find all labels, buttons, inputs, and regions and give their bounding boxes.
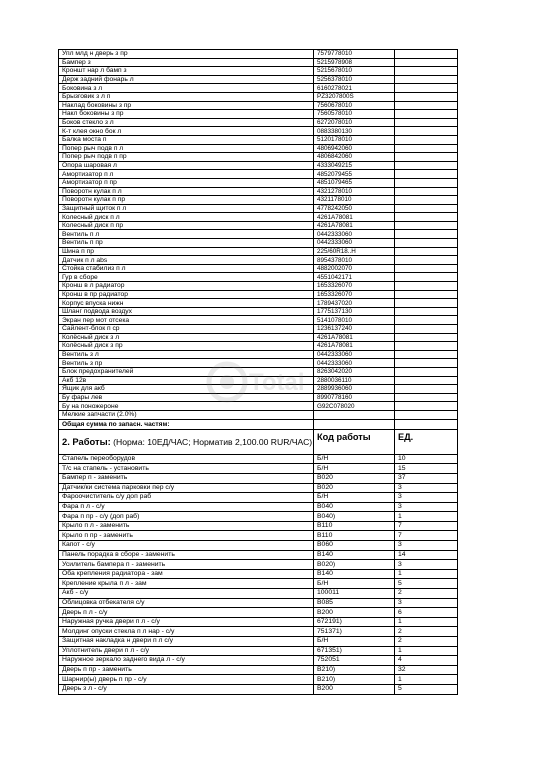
part-code-cell: 4851079465 (314, 178, 395, 187)
part-qty-cell (395, 410, 458, 419)
work-row (59, 483, 458, 493)
works-header-row (59, 429, 458, 454)
work-code-cell: B040) (314, 512, 395, 522)
work-code-cell: 752051 (314, 656, 395, 666)
work-name-cell: Шарнир(ы) дверь п пр - с/у (59, 675, 314, 685)
part-code-cell: 5215978908 (314, 58, 395, 67)
part-name-cell: Корпус впуска нижн (59, 299, 314, 308)
part-row (59, 58, 458, 67)
works-title: 2. Работы: (62, 435, 111, 447)
work-row (59, 598, 458, 608)
part-row (59, 256, 458, 265)
part-code-cell: PZ3207800S (314, 92, 395, 101)
part-row (59, 135, 458, 144)
work-code-cell: 751371) (314, 627, 395, 637)
part-code-cell: 0883380130 (314, 127, 395, 136)
work-name-cell: Капот - с/у (59, 541, 314, 551)
part-qty-cell (395, 127, 458, 136)
part-qty-cell (395, 264, 458, 273)
work-qty-cell: 3 (395, 598, 458, 608)
part-row (59, 273, 458, 282)
work-qty-cell: 1 (395, 617, 458, 627)
work-name-cell: Панель порадка в сборе - заменить (59, 550, 314, 560)
part-name-cell: Ящик для акб (59, 385, 314, 394)
part-qty-cell (395, 118, 458, 127)
work-name-cell: Дверь п пр - заменить (59, 665, 314, 675)
work-name-cell: Уплотнитель двери п л - с/у (59, 646, 314, 656)
part-row (59, 247, 458, 256)
part-qty-cell (395, 84, 458, 93)
part-code-cell: G92C078020 (314, 402, 395, 411)
part-code-cell: 7560678010 (314, 101, 395, 110)
part-qty-cell (395, 178, 458, 187)
work-name-cell: Облицовка отбекателя с/у (59, 598, 314, 608)
part-code-cell: 8990778160 (314, 393, 395, 402)
work-name-cell: Наружная ручка двери п л - с/у (59, 617, 314, 627)
part-qty-cell (395, 367, 458, 376)
part-name-cell: Кроншт нар л бамп з (59, 67, 314, 76)
part-qty-cell (395, 325, 458, 334)
part-code-cell: 5120178010 (314, 135, 395, 144)
work-name-cell: Крепление крыла п л - зам (59, 579, 314, 589)
work-row (59, 675, 458, 685)
part-qty-cell (395, 316, 458, 325)
work-name-cell: Фара п пр - с/у (доп раб) (59, 512, 314, 522)
work-code-cell: B140 (314, 569, 395, 579)
part-qty-cell (395, 110, 458, 119)
part-code-cell: 4806942060 (314, 144, 395, 153)
work-row (59, 627, 458, 637)
work-row (59, 550, 458, 560)
part-code-cell: 225/60R18..H (314, 247, 395, 256)
part-code-cell: 2889936060 (314, 385, 395, 394)
part-row (59, 204, 458, 213)
work-row (59, 502, 458, 512)
work-code-cell: Б/Н (314, 637, 395, 647)
part-row (59, 316, 458, 325)
part-code-cell: 1789437020 (314, 299, 395, 308)
part-row (59, 161, 458, 170)
part-qty-cell (395, 213, 458, 222)
part-qty-cell (395, 204, 458, 213)
part-qty-cell (395, 196, 458, 205)
work-row (59, 512, 458, 522)
part-qty-cell (395, 144, 458, 153)
part-code-cell: 8954378010 (314, 256, 395, 265)
work-name-cell: Крыло п л - заменить (59, 521, 314, 531)
part-name-cell: Брызговик з л п (59, 92, 314, 101)
work-qty-cell: 3 (395, 493, 458, 503)
work-code-header: Код работы (314, 429, 395, 454)
part-row (59, 230, 458, 239)
work-row (59, 665, 458, 675)
part-code-cell: 5215678010 (314, 67, 395, 76)
part-row (59, 101, 458, 110)
work-name-cell: Акб - с/у (59, 589, 314, 599)
part-row (59, 299, 458, 308)
work-row (59, 579, 458, 589)
part-row (59, 264, 458, 273)
work-qty-cell: 1 (395, 646, 458, 656)
part-qty-cell (395, 170, 458, 179)
part-name-cell: Опора шаровая л (59, 161, 314, 170)
part-name-cell: Поворотн кулак п пр (59, 196, 314, 205)
part-code-cell: 0442333060 (314, 359, 395, 368)
works-section (59, 454, 458, 694)
work-row (59, 589, 458, 599)
work-code-cell: B020 (314, 483, 395, 493)
part-qty-cell (395, 92, 458, 101)
work-row (59, 608, 458, 618)
part-code-cell: 4551042171 (314, 273, 395, 282)
part-name-cell: Бампер з (59, 58, 314, 67)
work-row (59, 637, 458, 647)
work-row (59, 656, 458, 666)
work-qty-cell: 5 (395, 684, 458, 694)
work-qty-cell: 37 (395, 473, 458, 483)
work-qty-cell: 3 (395, 502, 458, 512)
part-row (59, 410, 458, 419)
work-row (59, 541, 458, 551)
part-code-cell: 1236137240 (314, 325, 395, 334)
work-code-cell: B060 (314, 541, 395, 551)
work-row (59, 617, 458, 627)
part-name-cell: Акб 12в (59, 376, 314, 385)
part-row (59, 221, 458, 230)
work-qty-cell: 15 (395, 464, 458, 474)
watermark-logo (205, 352, 325, 408)
work-qty-cell: 3 (395, 483, 458, 493)
part-qty-cell (395, 402, 458, 411)
part-qty-cell (395, 58, 458, 67)
part-name-cell: Накл боковины з пр (59, 110, 314, 119)
works-norm: (Норма: 10ЕД/ЧАС; Норматив 2,100.00 RUR/ЧАС) (110, 436, 313, 447)
work-code-cell: B210) (314, 665, 395, 675)
work-row (59, 531, 458, 541)
part-name-cell: Попер рыч подв п л (59, 144, 314, 153)
work-row (59, 521, 458, 531)
work-name-cell: Фара п л - с/у (59, 502, 314, 512)
part-qty-cell (395, 282, 458, 291)
part-qty-cell (395, 307, 458, 316)
part-qty-cell (395, 135, 458, 144)
part-row (59, 196, 458, 205)
part-qty-cell (395, 359, 458, 368)
part-code-cell (314, 410, 395, 419)
part-qty-cell (395, 75, 458, 84)
work-code-cell: B020) (314, 560, 395, 570)
work-qty-cell: 3 (395, 560, 458, 570)
part-row (59, 333, 458, 342)
work-code-cell: B085 (314, 598, 395, 608)
work-row (59, 464, 458, 474)
part-row (59, 84, 458, 93)
parts-total-section (59, 419, 458, 454)
part-row (59, 50, 458, 59)
part-name-cell: Мелкие запчасти (2.0%) (59, 410, 314, 419)
work-name-cell: Стапель переоборудов (59, 454, 314, 464)
part-name-cell: Блок предохранителей (59, 367, 314, 376)
part-name-cell: Экран пер мот отсека (59, 316, 314, 325)
work-row (59, 646, 458, 656)
part-name-cell: Гур в сборе (59, 273, 314, 282)
part-code-cell: 8263042020 (314, 367, 395, 376)
part-code-cell: 7560578010 (314, 110, 395, 119)
part-name-cell: Амортизатор п пр (59, 178, 314, 187)
part-code-cell: 2880036110 (314, 376, 395, 385)
parts-total-label: Общая сумма по запасн. частям: (59, 419, 314, 429)
work-code-cell: 100011 (314, 589, 395, 599)
part-code-cell: 4321278010 (314, 187, 395, 196)
work-name-cell: Бампер п - заменить (59, 473, 314, 483)
work-name-cell: Защитная накладка н двери п л с/у (59, 637, 314, 647)
work-qty-cell: 4 (395, 656, 458, 666)
part-code-cell: 1653326070 (314, 282, 395, 291)
part-qty-cell (395, 342, 458, 351)
part-name-cell: Защитный щиток п л (59, 204, 314, 213)
work-code-cell: B040 (314, 502, 395, 512)
work-code-cell: B210) (314, 675, 395, 685)
part-row (59, 178, 458, 187)
part-code-cell: 5256378010 (314, 75, 395, 84)
part-qty-cell (395, 299, 458, 308)
units-header: ЕД. (395, 429, 458, 454)
parts-total-row (59, 419, 458, 429)
part-qty-cell (395, 376, 458, 385)
work-qty-cell: 2 (395, 637, 458, 647)
part-row (59, 187, 458, 196)
work-code-cell: Б/Н (314, 493, 395, 503)
work-name-cell: Молдинг опуски стекла п л нар - с/у (59, 627, 314, 637)
part-qty-cell (395, 239, 458, 248)
part-name-cell: Бу на поножероне (59, 402, 314, 411)
part-name-cell: Боковина з л (59, 84, 314, 93)
part-qty-cell (395, 333, 458, 342)
works-header-title (59, 429, 314, 454)
part-row (59, 153, 458, 162)
work-name-cell: Крыло п пр - заменить (59, 531, 314, 541)
part-code-cell: 4261A78081 (314, 213, 395, 222)
part-row (59, 144, 458, 153)
part-qty-cell (395, 161, 458, 170)
work-qty-cell: 1 (395, 569, 458, 579)
part-qty-cell (395, 290, 458, 299)
part-name-cell: Колёсный диск з пр (59, 342, 314, 351)
work-code-cell: Б/Н (314, 454, 395, 464)
part-row (59, 110, 458, 119)
part-qty-cell (395, 67, 458, 76)
part-code-cell: 7579778010 (314, 50, 395, 59)
work-qty-cell: 7 (395, 521, 458, 531)
part-name-cell: Кронш в л радиатор (59, 282, 314, 291)
part-code-cell: 4882002070 (314, 264, 395, 273)
work-code-cell: Б/Н (314, 579, 395, 589)
part-code-cell: 4806842060 (314, 153, 395, 162)
work-qty-cell: 7 (395, 531, 458, 541)
part-row (59, 290, 458, 299)
part-qty-cell (395, 393, 458, 402)
part-code-cell: 6272078010 (314, 118, 395, 127)
part-code-cell: 6160278021 (314, 84, 395, 93)
work-code-cell: B200 (314, 608, 395, 618)
work-qty-cell: 1 (395, 512, 458, 522)
work-code-cell: B200 (314, 684, 395, 694)
part-code-cell: 0442333060 (314, 239, 395, 248)
part-name-cell: Колесный диск п л (59, 213, 314, 222)
part-code-cell: 5141078010 (314, 316, 395, 325)
work-name-cell: Дверь п л - с/у (59, 608, 314, 618)
part-name-cell: К-т клея окно бок л (59, 127, 314, 136)
part-name-cell: Вентиль п пр (59, 239, 314, 248)
part-code-cell: 4261A78081 (314, 342, 395, 351)
work-code-cell: B110 (314, 521, 395, 531)
part-name-cell: Сайлент-блок п ср (59, 325, 314, 334)
part-code-cell: 0442333060 (314, 230, 395, 239)
part-qty-cell (395, 385, 458, 394)
part-row (59, 67, 458, 76)
part-name-cell: Упл млд н дверь з пр (59, 50, 314, 59)
work-name-cell: Дверь з л - с/у (59, 684, 314, 694)
part-qty-cell (395, 101, 458, 110)
part-code-cell: 4333049215 (314, 161, 395, 170)
part-qty-cell (395, 273, 458, 282)
work-code-cell: 671351) (314, 646, 395, 656)
work-row (59, 454, 458, 464)
work-row (59, 473, 458, 483)
part-code-cell: 1653326070 (314, 290, 395, 299)
work-name-cell: Фароочиститель с/у доп раб (59, 493, 314, 503)
part-qty-cell (395, 153, 458, 162)
work-name-cell: Наружное зеркало заднего вида л - с/у (59, 656, 314, 666)
part-name-cell: Держ задний фонарь л (59, 75, 314, 84)
part-code-cell: 4852079455 (314, 170, 395, 179)
part-qty-cell (395, 50, 458, 59)
work-qty-cell: 2 (395, 589, 458, 599)
work-qty-cell: 2 (395, 627, 458, 637)
work-qty-cell: 14 (395, 550, 458, 560)
part-row (59, 307, 458, 316)
work-qty-cell: 3 (395, 541, 458, 551)
part-code-cell: 4261A78081 (314, 221, 395, 230)
part-row (59, 282, 458, 291)
part-qty-cell (395, 230, 458, 239)
part-name-cell: Датчик п л abs (59, 256, 314, 265)
work-qty-cell: 32 (395, 665, 458, 675)
work-code-cell: Б/Н (314, 464, 395, 474)
part-name-cell: Поворотн кулак п л (59, 187, 314, 196)
part-code-cell: 4778242050 (314, 204, 395, 213)
part-name-cell: Наклад боковины з пр (59, 101, 314, 110)
part-row (59, 170, 458, 179)
watermark-text: Total (249, 369, 305, 396)
part-qty-cell (395, 221, 458, 230)
part-name-cell: Попер рыч подв п пр (59, 153, 314, 162)
part-row (59, 92, 458, 101)
work-name-cell: Т/с на стапель - установить (59, 464, 314, 474)
part-code-cell: 4261A78081 (314, 333, 395, 342)
work-name-cell: Оба крепления радиатора - зам (59, 569, 314, 579)
part-code-cell: 4321178010 (314, 196, 395, 205)
part-name-cell: Колёсный диск з л (59, 333, 314, 342)
part-code-cell: 1775137130 (314, 307, 395, 316)
part-qty-cell (395, 247, 458, 256)
work-qty-cell: 6 (395, 608, 458, 618)
part-name-cell: Стойка стабилиз п л (59, 264, 314, 273)
part-name-cell: Вентиль з пр (59, 359, 314, 368)
part-qty-cell (395, 256, 458, 265)
part-name-cell: Колесный диск п пр (59, 221, 314, 230)
work-qty-cell: 5 (395, 579, 458, 589)
part-name-cell: Боков стекло з л (59, 118, 314, 127)
part-code-cell: 0442333060 (314, 350, 395, 359)
part-qty-cell (395, 350, 458, 359)
part-name-cell: Кронш в пр радиатор (59, 290, 314, 299)
part-row (59, 213, 458, 222)
part-name-cell: Шланг подвода воздух (59, 307, 314, 316)
part-row (59, 342, 458, 351)
work-qty-cell: 1 (395, 675, 458, 685)
work-row (59, 569, 458, 579)
part-name-cell: Вентиль п л (59, 230, 314, 239)
part-row (59, 127, 458, 136)
part-row (59, 118, 458, 127)
work-row (59, 560, 458, 570)
part-name-cell: Шина п пр (59, 247, 314, 256)
work-code-cell: B110 (314, 531, 395, 541)
work-row (59, 684, 458, 694)
work-qty-cell: 10 (395, 454, 458, 464)
work-name-cell: Усилитель бампера п - заменить (59, 560, 314, 570)
part-qty-cell (395, 187, 458, 196)
part-name-cell: Вентиль з л (59, 350, 314, 359)
work-name-cell: Датчик/ки система парковки пер с/у (59, 483, 314, 493)
work-code-cell: B020 (314, 473, 395, 483)
work-row (59, 493, 458, 503)
part-name-cell: Амортизатор п л (59, 170, 314, 179)
part-row (59, 325, 458, 334)
part-row (59, 75, 458, 84)
work-code-cell: 672191) (314, 617, 395, 627)
part-name-cell: Бу фары лев (59, 393, 314, 402)
work-code-cell: B140 (314, 550, 395, 560)
part-row (59, 239, 458, 248)
part-name-cell: Балка моста п (59, 135, 314, 144)
